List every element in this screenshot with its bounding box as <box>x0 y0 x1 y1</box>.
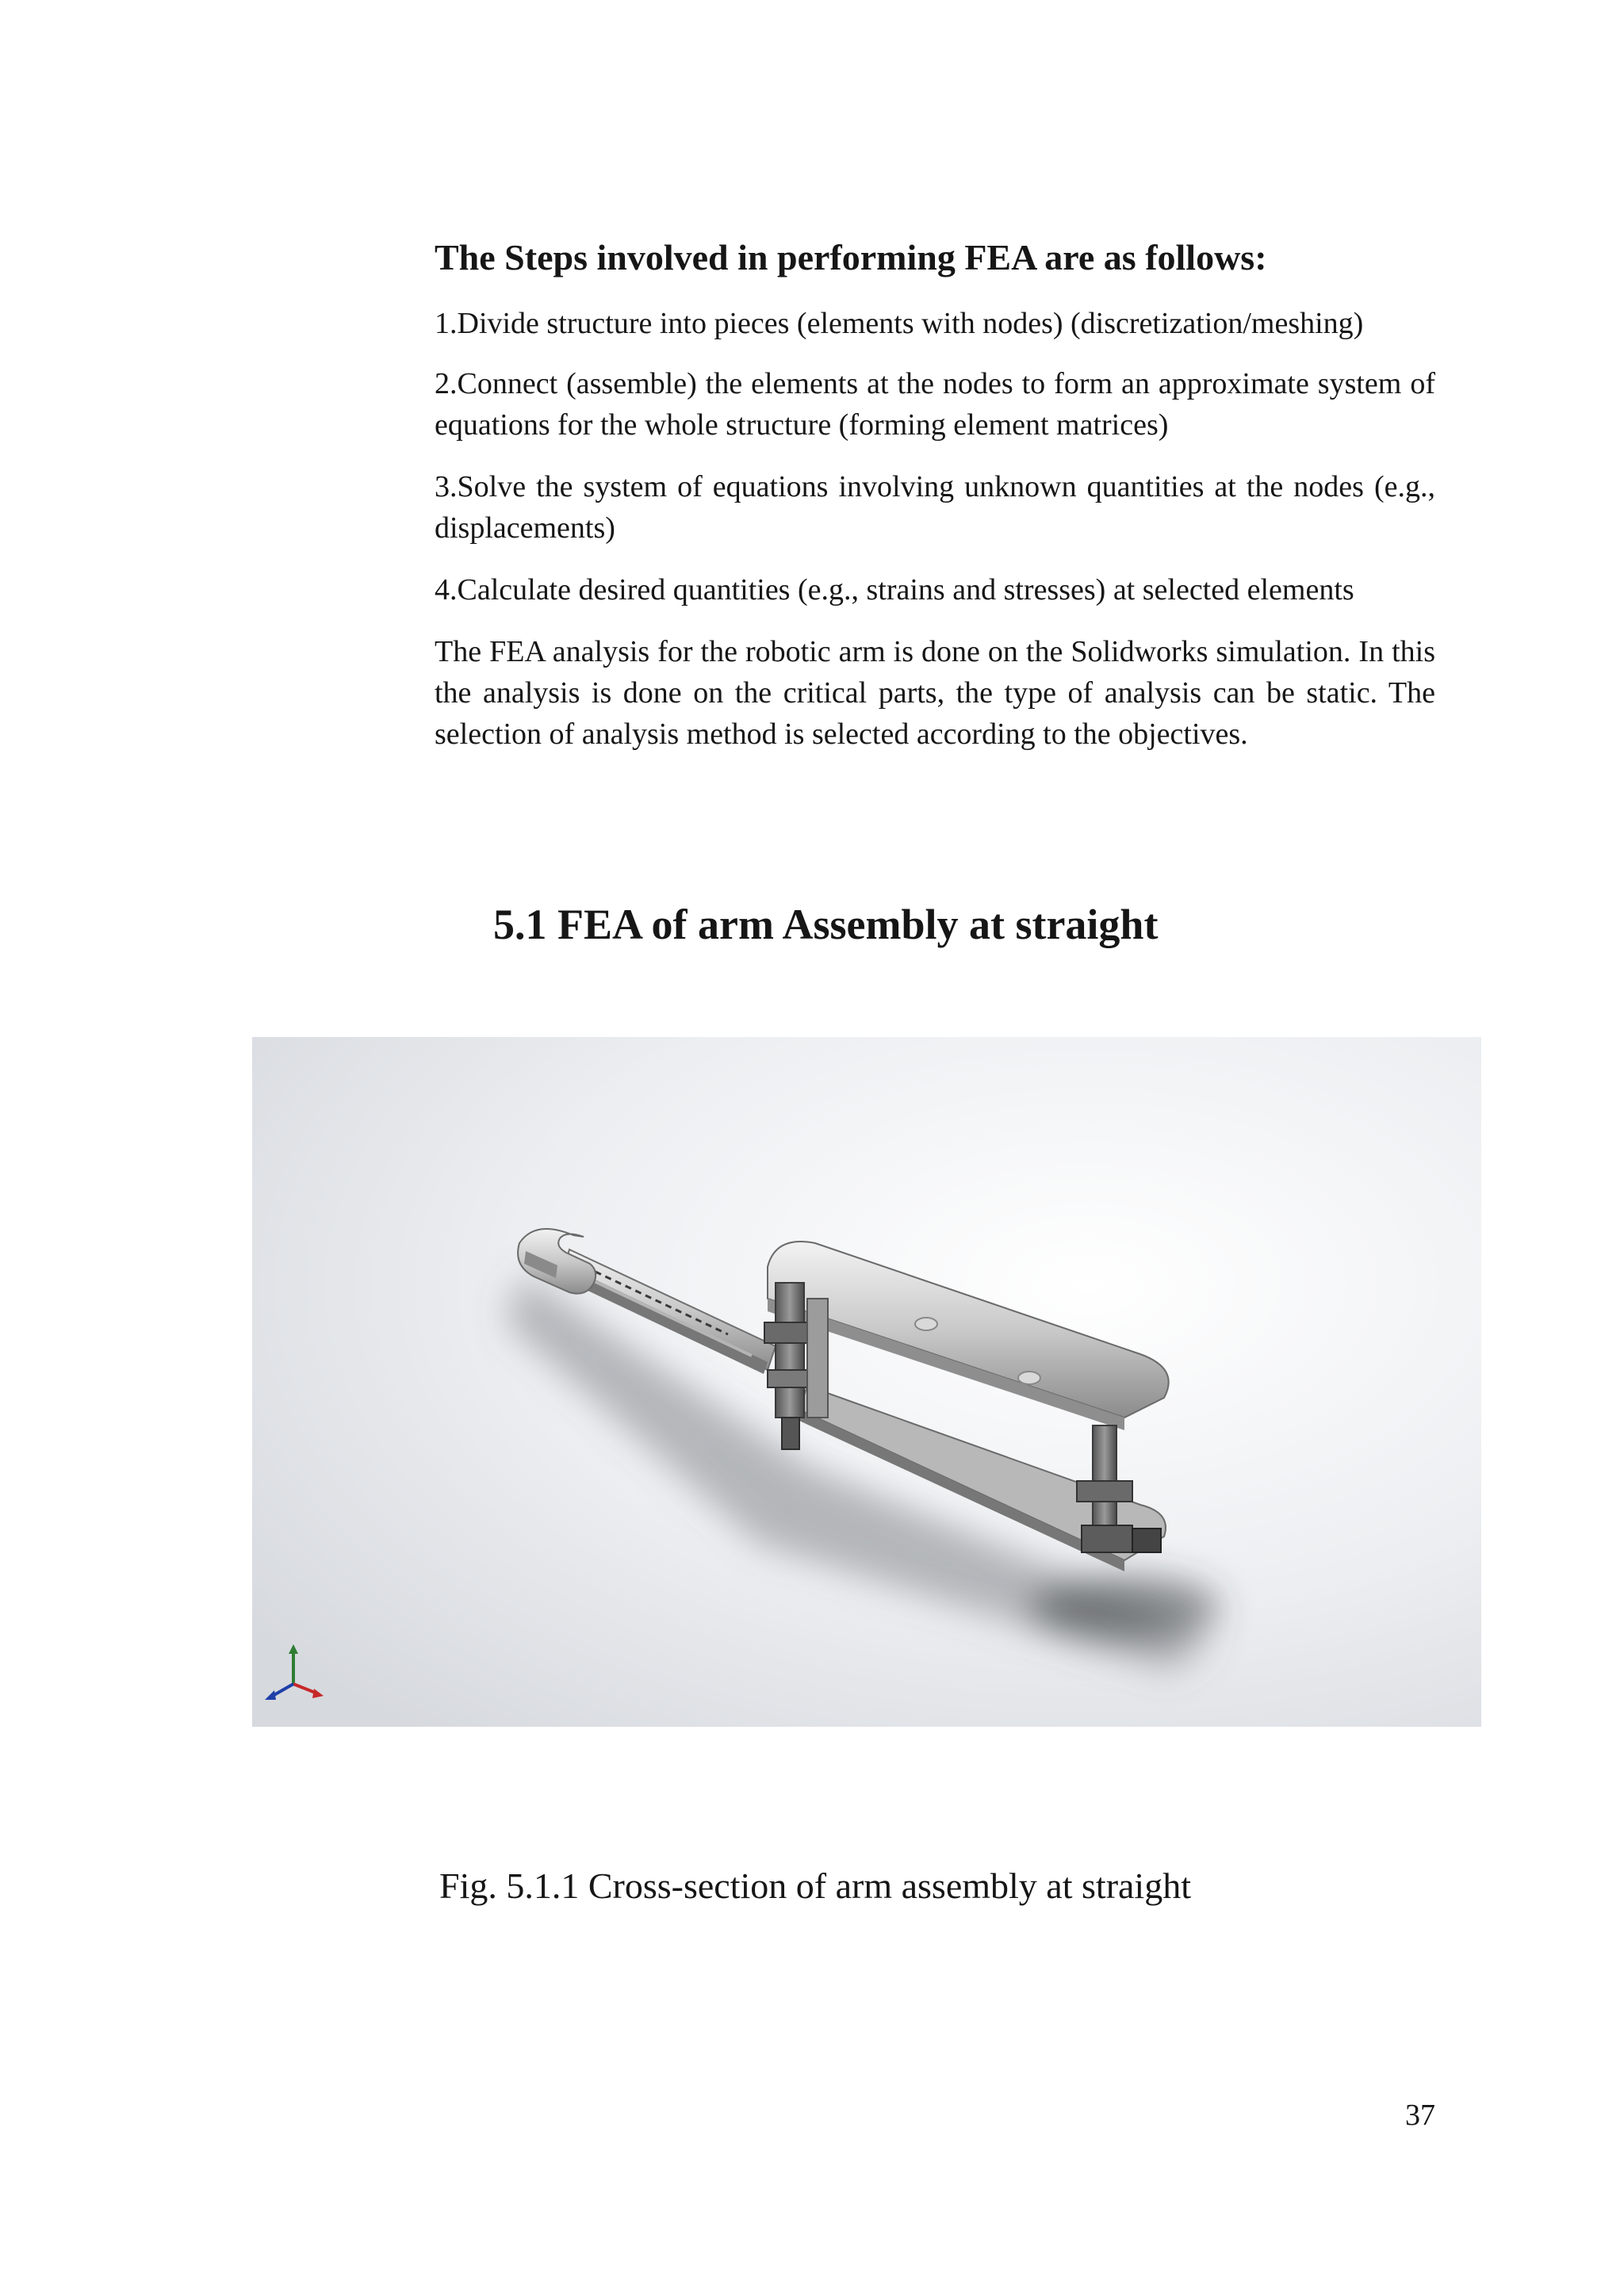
arm-assembly-render <box>252 1037 1481 1727</box>
figure-caption: Fig. 5.1.1 Cross-section of arm assembly at straight <box>439 1866 1191 1906</box>
step-2: 2.Connect (assemble) the elements at the nodes to form an approximate system of equations for the whole structure (forming element matrices) <box>435 367 1435 442</box>
step-3: 3.Solve the system of equations involving unknown quantities at the nodes (e.g., displacements) <box>435 470 1435 545</box>
section-heading: 5.1 FEA of arm Assembly at straight <box>493 901 1159 948</box>
step-4: 4.Calculate desired quantities (e.g., strains and stresses) at selected elements <box>435 573 1354 607</box>
step-1: 1.Divide structure into pieces (elements with nodes) (discretization/meshing) <box>435 307 1364 340</box>
page-number: 37 <box>1405 2099 1435 2132</box>
steps-heading: The Steps involved in performing FEA are as follows: <box>435 237 1267 277</box>
body-paragraph: The FEA analysis for the robotic arm is done on the Solidworks simulation. In this the analysis is done on the critical parts, the type of analysis can be static. The selection of analysis method is selected according to the objectives. <box>435 635 1435 751</box>
arm-assembly-figure <box>252 1037 1481 1727</box>
